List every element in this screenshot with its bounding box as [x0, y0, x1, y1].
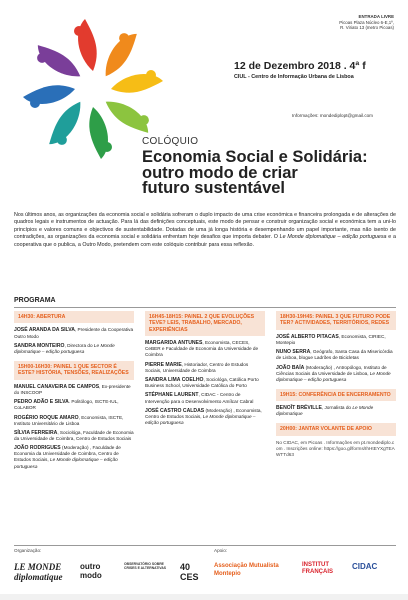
speaker-publication: Le Monde diplomatique – edição portuguesa: [145, 413, 256, 425]
speaker-name: JOÃO RODRIGUES: [14, 445, 61, 452]
logo-leaf-blue: [23, 85, 75, 108]
speaker: [14, 384, 134, 396]
program-columns: [14, 311, 396, 547]
speaker-role: (Moderação) , Faculdade de Economia da Universidade de Coimbra, Centro de Estudos Sociais,: [14, 445, 121, 463]
speaker-name: PEDRO ADÃO E SILVA: [14, 399, 69, 406]
divider: [14, 307, 396, 308]
outro-modo-logo: [80, 562, 120, 588]
intro-paragraph: [14, 212, 396, 249]
logo-leaf-lightgreen: [103, 88, 156, 141]
divider: [14, 545, 396, 546]
speaker-name: SÍLVIA FERREIRA: [14, 429, 58, 436]
speaker-name: BENOÎT BRÉVILLE: [276, 405, 322, 412]
speaker-role: , Sociológa, Faculdade de Economia da Universidade de Coimbra, Centro de Estudos Sociais: [14, 429, 134, 441]
speaker: [14, 399, 134, 411]
session-band: 16H45-18H15: PAINEL 2 QUE EVOLUÇÕES TEVE? LEIS, TRABALHO, MERCADO, EXPERIÊNCIAS: [145, 311, 265, 336]
program-column-1: [14, 311, 134, 473]
session-band: 20H00: JANTAR VOLANTE DE APOIO: [276, 423, 396, 435]
title-line: futuro sustentável: [142, 179, 286, 197]
speaker: [276, 365, 396, 383]
speaker-role: . Politólogo, ISCTE-IUL, CoLABOR: [14, 399, 119, 411]
session-band: 14H30: ABERTURA: [14, 311, 134, 323]
entrance-line: R. Viriato 13 (metro Picoas): [340, 25, 394, 31]
speaker-role: , Economista, CECES, CeBER e Faculdade de Economia da Universidade de Coimbra: [145, 340, 259, 358]
speaker-name: JOSÉ ALBERTO PITACAS: [276, 333, 339, 340]
speaker-name: NUNO SERRA: [276, 349, 311, 356]
speaker: [14, 415, 134, 427]
speaker-role: , Sociológa, Católica Porto Business School, Universidade Católica do Porto: [145, 377, 259, 389]
logo-text: Associação Mutualista Montepio: [214, 563, 279, 577]
speaker-name: SANDRA MONTEIRO: [14, 342, 65, 349]
speaker-publication: Le Monde diplomatique – edição portuguesa: [276, 370, 391, 382]
speaker-role: , Presidente da Cooperativa Outro Modo: [14, 327, 134, 339]
program-column-3: [276, 311, 396, 461]
speaker-name: JOÃO BAÍA: [276, 364, 305, 371]
speaker-role: , Economista, CIRIEC, Montepio: [276, 333, 386, 345]
institut-francais-logo: [302, 562, 348, 588]
speaker-name: STÉPHANE LAURENT: [145, 392, 199, 399]
speaker-name: MARGARIDA ANTUNES: [145, 340, 203, 347]
observatorio-logo: [124, 562, 176, 588]
speaker-role: , Economista, ISCTE, Instituto Universitário de Lisboa: [14, 414, 124, 426]
speaker-role: (Moderação) , Antropólogo, Instituto de Ciências Sociais da Universidade de Lisboa,: [276, 364, 387, 376]
logo-leaf-teal: [41, 99, 94, 152]
intro-publication: Le Monde diplomatique – edição portuguesa: [279, 234, 387, 241]
event-venue: CIUL - Centro de Informação Urbana de Lisboa: [234, 74, 354, 80]
contact-info: Informações: mondediplopt@gmail.com: [292, 113, 374, 118]
entrance-line: Picoas Plaza Núcleo 6-E,1º,: [339, 19, 394, 25]
speaker-name: PIERRE MARIE: [145, 361, 182, 368]
session-band: 15H00-16H30: PAINEL 1 QUE SECTOR É ESTE? HISTÓRIA, TENSÕES, REALIZAÇÕES: [14, 361, 134, 380]
logo-text: OBSERVATÓRIO SOBRE CRISES E ALTERNATIVAS: [124, 562, 167, 571]
speaker: [14, 445, 134, 469]
speaker: [145, 392, 265, 404]
session-band: 19H15: CONFERÊNCIA DE ENCERRAMENTO: [276, 389, 396, 401]
speaker-name: JOSÉ CASTRO CALDAS: [145, 407, 205, 414]
entrance-info: [339, 14, 394, 31]
speaker: [145, 377, 265, 389]
logo-leaf-yellow: [111, 70, 163, 93]
logo-text: 40 CES: [180, 562, 199, 582]
speaker: [276, 349, 396, 361]
speaker: [14, 343, 134, 355]
speaker-name: JOSÉ ARANDA DA SILVA: [14, 327, 75, 334]
session-band: 18H30-19H45: PAINEL 3 QUE FUTURO PODE TER? ACTIVIDADES, TERRITÓRIOS, REDES: [276, 311, 396, 330]
speaker-role: , Ex-presidente do INSCOOP: [14, 383, 131, 395]
speaker-publication: Le Monde diplomatique: [276, 405, 374, 417]
programa-heading: PROGRAMA: [14, 297, 56, 304]
logo-leaf-purple: [30, 37, 83, 90]
event-kicker: COLÓQUIO: [142, 136, 199, 147]
speaker-role: , Historiador, Centro de Estudos Sociais, Universidade de Coimbra: [145, 361, 249, 373]
speaker-name: MANUEL CANAVEIRA DE CAMPOS: [14, 383, 100, 390]
logo-leaf-orange: [92, 26, 145, 79]
logo-leaf-green: [89, 107, 112, 159]
title-line: Economia Social e Solidária:: [142, 148, 368, 166]
speaker: [145, 340, 265, 358]
speaker-name: SANDRA LIMA COELHO: [145, 377, 204, 384]
event-date: 12 de Dezembro 2018 . 4ª f: [234, 60, 366, 72]
cidac-logo: [352, 562, 396, 588]
speaker: [14, 327, 134, 339]
entrance-title: ENTRADA LIVRE: [358, 14, 394, 19]
apoio-label: Apoio:: [214, 548, 228, 553]
speaker-role: , CIDAC - Centro de Intervenção para o Desenvolvimento Amílcar Cabral: [145, 392, 254, 404]
logo-text: INSTITUT FRANÇAIS: [302, 562, 333, 575]
logo-text: CIDAC: [352, 562, 378, 571]
speaker: [145, 362, 265, 374]
intro-text: Nos últimos anos, as organizações da economia social e solidária sofreram o duplo impacto de uma crise económica e financeira prolongada e de alterações de quadros legais e instrumentos de actuação. Para lá das definições conceptuais, este modo de pensar e construir organização social e económica tem a uni-lo princípios e valores comuns e objectivos de sustentabilidade. Dotadas de uma já longa história e desempenhando um papel importante, mas não isento de contradições, as organizações da economia social e solidária enfrentam hoje desafios que importa debater. O: [14, 212, 396, 241]
speaker-name: ROGÉRIO ROQUE AMARO: [14, 414, 79, 421]
footer-strip: [0, 594, 408, 600]
event-title: [142, 150, 398, 197]
le-monde-diplomatique-logo: [14, 562, 76, 588]
program-column-2: [145, 311, 265, 429]
speaker: [14, 430, 134, 442]
logo-text: LE MONDE diplomatique: [14, 562, 63, 582]
speaker: [276, 334, 396, 346]
speaker-publication: Le Monde diplomatique – edição portuguesa: [14, 457, 118, 469]
dinner-info: No CIDAC, em Picoas . Informações em pt.mondediplo.com . Inscrições online: https://goo.gl/forms/IhHtEYXgTEAWTTd63: [276, 439, 395, 458]
logo-text: outro modo: [80, 562, 102, 580]
speaker-publication: Le Monde diplomatique – edição portuguesa: [14, 342, 115, 354]
speaker: [145, 408, 265, 426]
montepio-logo: [214, 562, 298, 588]
intro-text: e a cooperativa que o publica, a Outro Modo, pretendem com este colóquio contribuir para essa reflexão.: [14, 234, 397, 248]
speaker-role: , Geógrafo, Santa Casa da Misericórdia de Lisboa, blogue Ladrões de Bicicletas: [276, 349, 393, 361]
speaker: [276, 405, 396, 417]
organizacao-label: Organização:: [14, 548, 42, 553]
speaker-role: , Directora do: [64, 342, 94, 348]
title-line: outro modo de criar: [142, 163, 298, 182]
logo-leaf-red: [74, 19, 97, 71]
speaker-role: (Moderação) , Economista, Centro de Estudos Sociais,: [145, 407, 262, 419]
ces-40-logo: [180, 562, 208, 588]
speaker-role: , Jornalista do: [321, 405, 353, 411]
